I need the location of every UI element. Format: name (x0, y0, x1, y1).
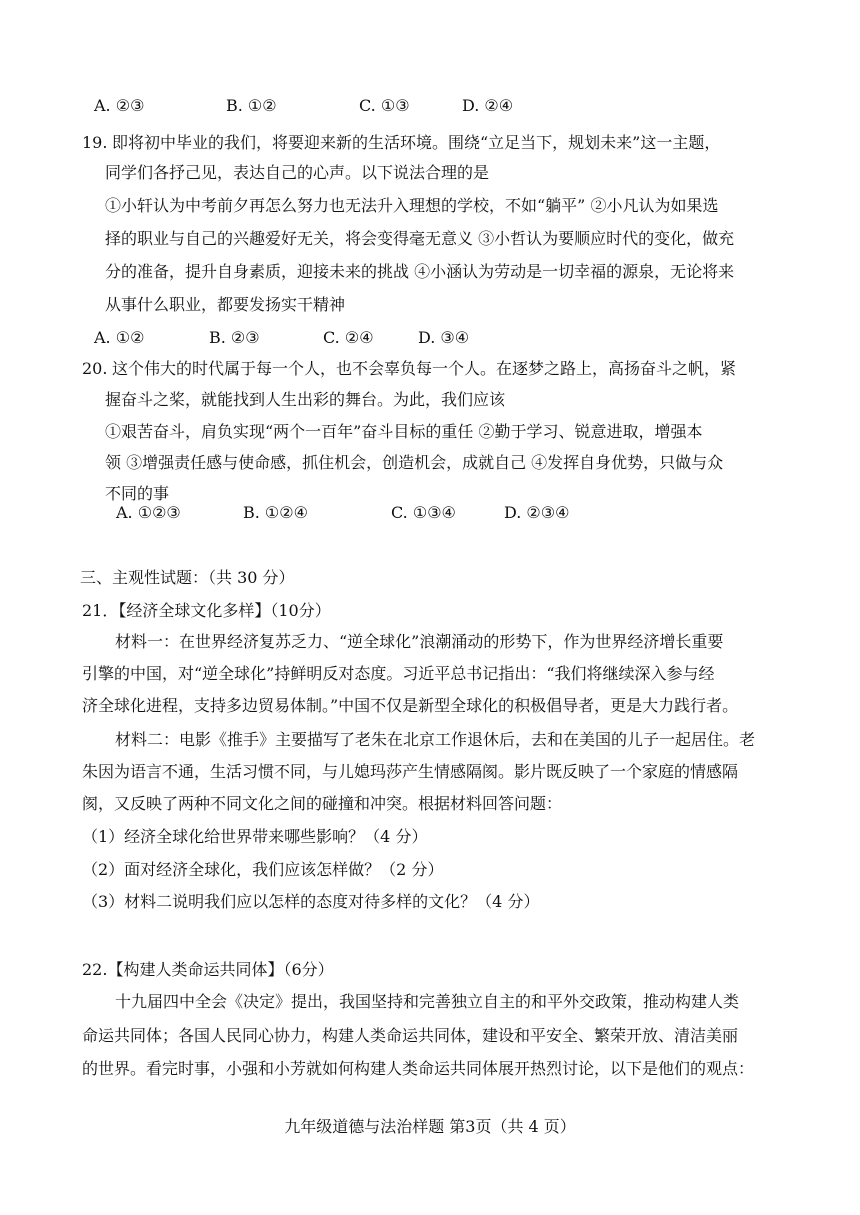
q20-number: 20. (82, 359, 108, 378)
q21-material-line-3: 济全球化进程，支持多边贸易体制。”中国不仅是新型全球化的积极倡导者，更是大力践行者。 (82, 696, 739, 715)
q20-statement-line-2: 领 ③增强责任感与使命感，抓住机会，创造机会，成就自己 ④发挥自身优势，只做与众 (105, 453, 724, 472)
q21-material-line-2: 引擎的中国，对“逆全球化”持鲜明反对态度。习近平总书记指出：“我们将继续深入参与经 (82, 664, 715, 683)
section-3-title: 三、主观性试题：（共 30 分） (80, 568, 295, 587)
q20-option-a: A. ①②③ (116, 503, 181, 522)
q21-sub-question-2: （2）面对经济全球化，我们应该怎样做？（2 分） (82, 860, 444, 879)
q19-statement-line-4: 从事什么职业，都要发扬实干精神 (105, 295, 346, 314)
q19-statement-line-1: ①小轩认为中考前夕再怎么努力也无法升入理想的学校，不如“躺平” ②小凡认为如果选 (105, 196, 719, 215)
q22-material-line-1: 十九届四中全会《决定》提出，我国坚持和完善独立自主的和平外交政策，推动构建人类 (115, 992, 740, 1011)
q21-heading: 21．【经济全球文化多样】（10分） (82, 601, 331, 620)
q22-heading: 22.【构建人类命运共同体】（6分） (82, 960, 334, 979)
q21-material-line-6: 阂，又反映了两种不同文化之间的碰撞和冲突。根据材料回答问题： (82, 794, 563, 813)
q22-material-line-2: 命运共同体；各国人民同心协力，构建人类命运共同体，建设和平安全、繁荣开放、清洁美丽 (82, 1026, 739, 1045)
q21-material-line-1: 材料一：在世界经济复苏乏力、“逆全球化”浪潮涌动的形势下，作为世界经济增长重要 (115, 632, 724, 651)
q19-option-d: D. ③④ (418, 328, 470, 347)
q19-statement-line-3: 分的准备，提升自身素质，迎接未来的挑战 ④小涵认为劳动是一切幸福的源泉，无论将来 (105, 262, 735, 281)
q22-material-line-3: 的世界。看完时事，小强和小芳就如何构建人类命运共同体展开热烈讨论，以下是他们的观点： (82, 1059, 755, 1078)
q21-sub-question-3: （3）材料二说明我们应以怎样的态度对待多样的文化？（4 分） (82, 892, 540, 911)
q20-stem-line-2: 握奋斗之桨，就能找到人生出彩的舞台。为此，我们应该 (105, 390, 506, 409)
q18-option-d: D. ②④ (462, 96, 514, 115)
q18-options (94, 94, 513, 118)
q20-options (116, 501, 569, 525)
q19-number: 19. (82, 133, 108, 152)
q19-option-a: A. ①② (94, 328, 145, 347)
q19-option-b: B. ②③ (209, 328, 260, 347)
q19-statement-line-2: 择的职业与自己的兴趣爱好无关，将会变得毫无意义 ③小哲认为要顺应时代的变化，做充 (105, 229, 735, 248)
q21-sub-question-1: （1）经济全球化给世界带来哪些影响？（4 分） (82, 827, 428, 846)
q21-material-line-5: 朱因为语言不通，生活习惯不同，与儿媳玛莎产生情感隔阂。影片既反映了一个家庭的情感隔 (82, 762, 739, 781)
q18-option-a: A. ②③ (94, 96, 145, 115)
q20-statement-line-1: ①艰苦奋斗，肩负实现“两个一百年”奋斗目标的重任 ②勤于学习、锐意进取，增强本 (105, 422, 703, 441)
q18-option-b: B. ①② (226, 96, 277, 115)
q20-option-b: B. ①②④ (243, 503, 308, 522)
q19-stem-line-1: 即将初中毕业的我们，将要迎来新的生活环境。围绕“立足当下，规划未来”这一主题， (112, 133, 721, 152)
q18-option-c: C. ①③ (359, 96, 410, 115)
q19-stem-line-2: 同学们各抒己见，表达自己的心声。以下说法合理的是 (105, 163, 490, 182)
q20-option-c: C. ①③④ (391, 503, 456, 522)
q21-material-line-4: 材料二：电影《推手》主要描写了老朱在北京工作退休后，去和在美国的儿子一起居住。老 (115, 730, 756, 749)
q20-statement-line-3: 不同的事 (105, 484, 170, 503)
q19-options (94, 326, 469, 350)
q19-option-c: C. ②④ (323, 328, 374, 347)
q20-stem-line-1: 这个伟大的时代属于每一个人，也不会辜负每一个人。在逐梦之路上，高扬奋斗之帆，紧 (112, 359, 737, 378)
q20-option-d: D. ②③④ (504, 503, 570, 522)
page-footer: 九年级道德与法治样题 第3页（共 4 页） (284, 1117, 576, 1136)
